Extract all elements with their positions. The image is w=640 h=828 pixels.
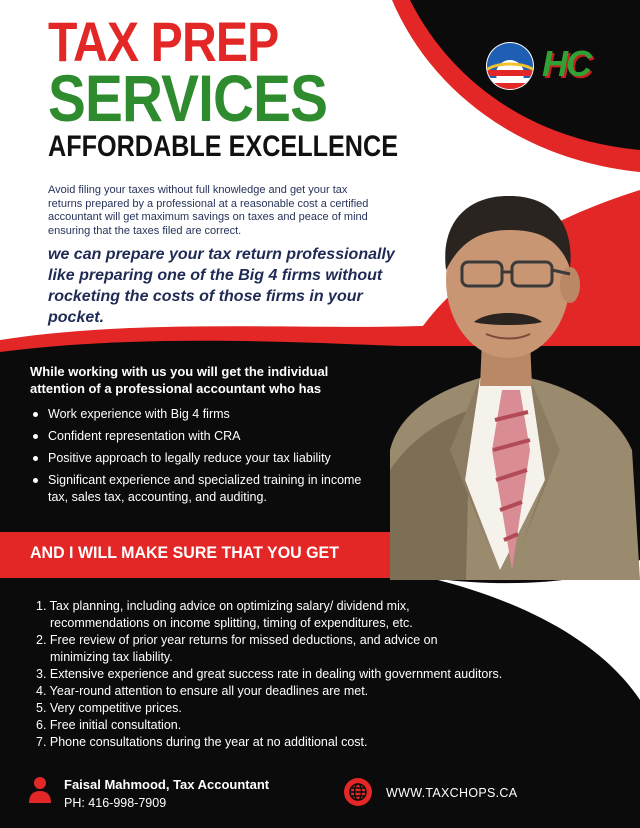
- list-item-text: 1. Tax planning, including advice on optimizing salary/ dividend mix,: [36, 599, 410, 613]
- list-item-text: 7. Phone consultations during the year at no additional cost.: [36, 735, 368, 749]
- list-item-text: 3. Extensive experience and great success rate in dealing with government auditors.: [36, 667, 503, 681]
- promise-heading: AND I WILL MAKE SURE THAT YOU GET: [30, 543, 339, 562]
- list-item-continuation: minimizing tax liability.: [50, 650, 173, 664]
- logo-text: HC: [542, 43, 590, 84]
- list-item: Work experience with Big 4 firms: [30, 406, 370, 423]
- title-line-2: SERVICES: [48, 61, 328, 135]
- benefits-list: [30, 406, 370, 511]
- list-item: [36, 683, 596, 700]
- person-icon: [28, 776, 52, 804]
- list-item: [36, 734, 596, 751]
- subtitle: AFFORDABLE EXCELLENCE: [48, 130, 399, 163]
- accountant-portrait: [370, 150, 640, 580]
- globe-icon: [344, 778, 372, 806]
- list-item-continuation: recommendations on income splitting, timing of expenditures, etc.: [50, 616, 413, 630]
- list-item-text: 5. Very competitive prices.: [36, 701, 182, 715]
- list-item: Significant experience and specialized training in income tax, sales tax, accounting, and auditing.: [30, 472, 370, 506]
- promise-list: [36, 598, 596, 751]
- list-item-text: 6. Free initial consultation.: [36, 718, 182, 732]
- list-item: Confident representation with CRA: [30, 428, 370, 445]
- list-item: [36, 700, 596, 717]
- website-link[interactable]: WWW.TAXCHOPS.CA: [386, 786, 518, 800]
- list-item: [36, 598, 596, 632]
- list-item: Positive approach to legally reduce your tax liability: [30, 450, 370, 467]
- list-item: [36, 632, 596, 666]
- list-item: [36, 717, 596, 734]
- attention-heading: While working with us you will get the individual attention of a professional accountant who has: [30, 364, 329, 396]
- intro-paragraph: Avoid filing your taxes without full knowledge and get your tax returns prepared by a professional at a reasonable cost a certified accountant will get maximum savings on taxes and peace of mind ensuring that the taxes filed are correct.: [48, 184, 369, 237]
- list-item: [36, 666, 596, 683]
- list-item-text: 4. Year-round attention to ensure all your deadlines are met.: [36, 684, 369, 698]
- list-item-text: 2. Free review of prior year returns for missed deductions, and advice on: [36, 633, 438, 647]
- contact-name: Faisal Mahmood, Tax Accountant: [64, 777, 270, 792]
- pitch-text: we can prepare your tax return professionally like preparing one of the Big 4 firms without rocketing the costs of those firms in your pocket.: [48, 246, 395, 326]
- contact-phone[interactable]: PH: 416-998-7909: [64, 796, 167, 810]
- title-line-1: TAX PREP: [48, 10, 279, 73]
